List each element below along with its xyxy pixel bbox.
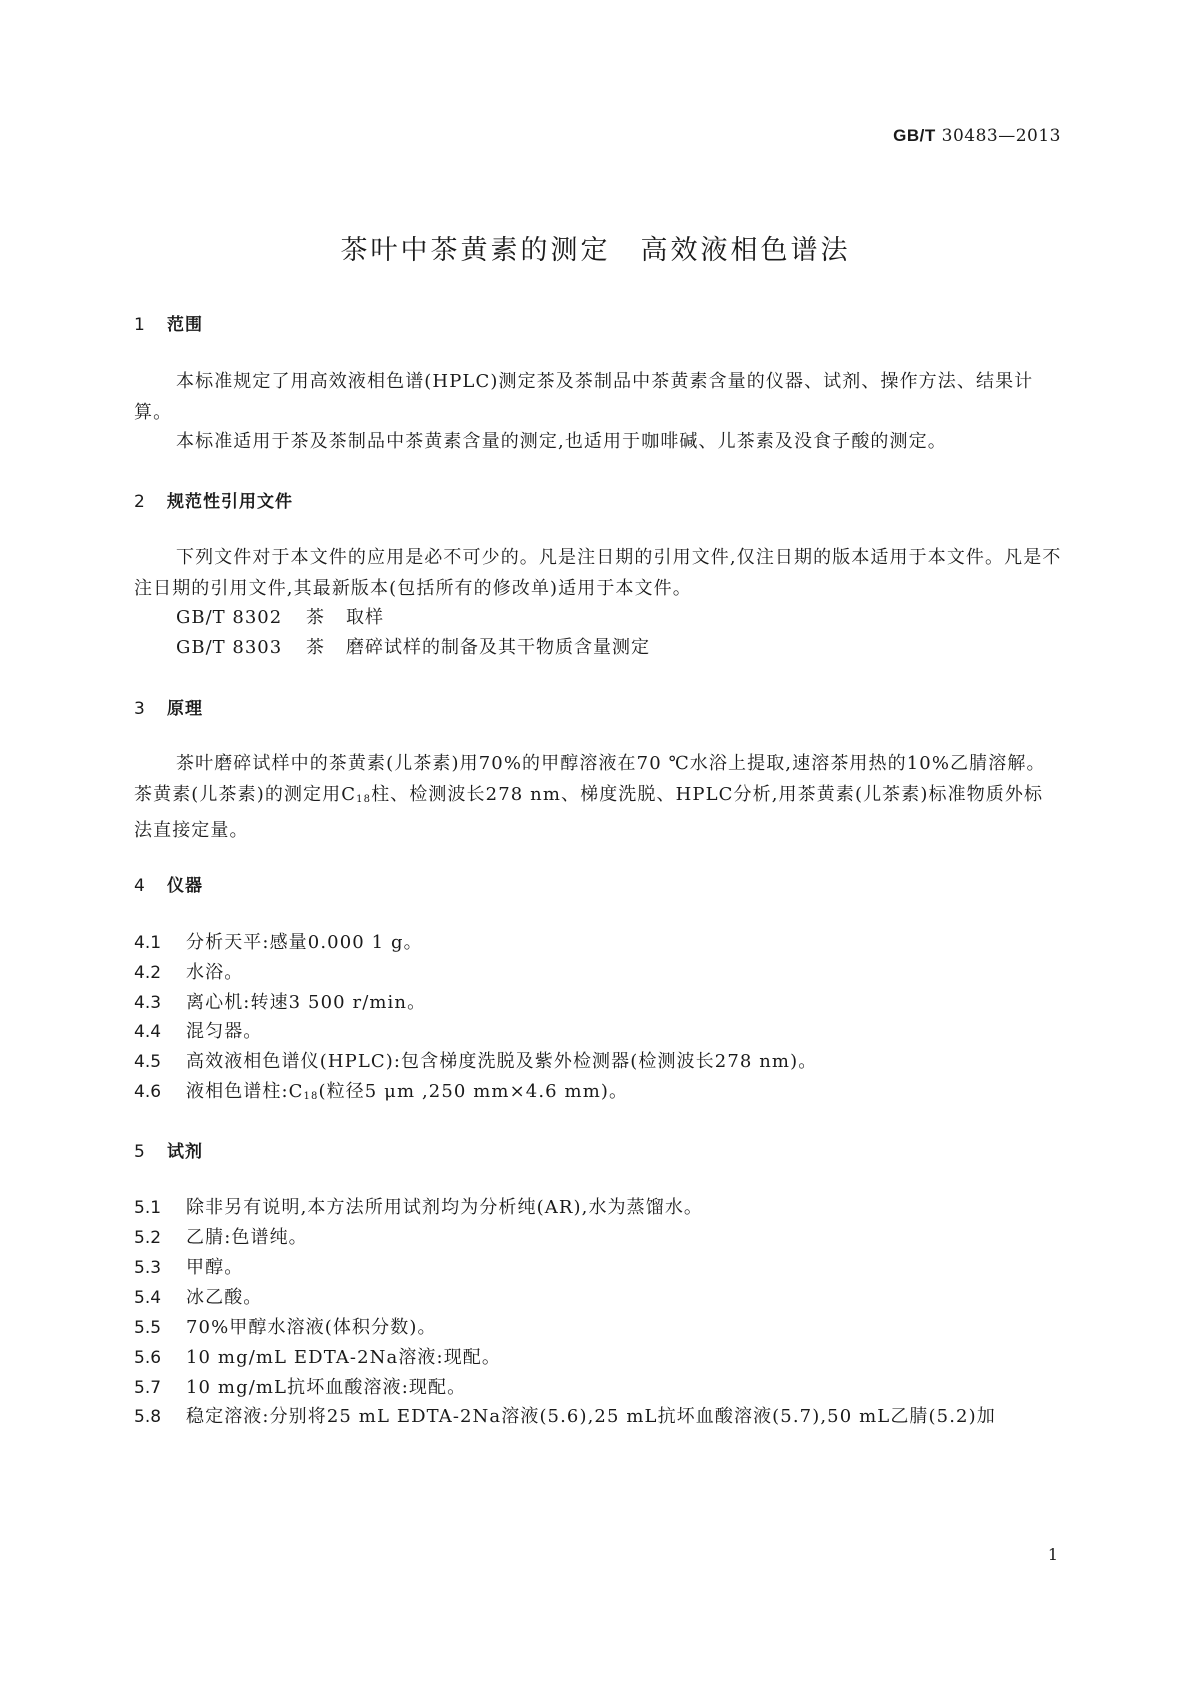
- section-heading-apparatus: [134, 871, 203, 896]
- item-number: 4.6: [134, 1082, 162, 1102]
- item-text: 冰乙酸。: [186, 1287, 263, 1308]
- section-title: 试剂: [167, 1142, 203, 1162]
- principle-paragraph: [134, 748, 1062, 846]
- page-number: 1: [1047, 1545, 1058, 1564]
- section-title: 范围: [167, 315, 203, 335]
- item-number: 5.2: [134, 1228, 162, 1248]
- reference-code: GB/T 8302: [176, 607, 283, 628]
- item-number: 5.4: [134, 1288, 162, 1308]
- standard-code: [893, 126, 1061, 146]
- title-part-2: 高效液相色谱法: [640, 235, 851, 266]
- item-text: 甲醇。: [186, 1257, 244, 1278]
- section-heading-scope: [134, 310, 203, 335]
- reference-subtitle: 磨碎试样的制备及其干物质含量测定: [346, 637, 650, 658]
- item-text: 10 mg/mL EDTA-2Na溶液:现配。: [186, 1347, 501, 1368]
- principle-text-a: 茶叶磨碎试样中的茶黄素(儿茶素)用70%的甲醇溶液在70 ℃水浴上提取,速溶茶用热的10%乙腈溶解。茶黄素(儿茶素)的测定用C: [134, 753, 1046, 805]
- reference-topic: 茶: [306, 637, 325, 658]
- item-text: 稳定溶液:分别将25 mL EDTA-2Na溶液(5.6),25 mL抗坏血酸溶液(5.7),50 mL乙腈(5.2)加: [186, 1406, 996, 1427]
- item-text: 高效液相色谱仪(HPLC):包含梯度洗脱及紫外检测器(检测波长278 nm)。: [186, 1051, 818, 1072]
- item-text-b: (粒径5 μm ,250 mm×4.6 mm)。: [318, 1081, 629, 1102]
- document-title: [0, 228, 1191, 267]
- title-part-1: 茶叶中茶黄素的测定: [340, 235, 611, 266]
- apparatus-item: [134, 1077, 1064, 1103]
- item-text: 70%甲醇水溶液(体积分数)。: [186, 1317, 437, 1338]
- item-number: 5.7: [134, 1378, 162, 1398]
- item-number: 5.6: [134, 1348, 162, 1368]
- apparatus-item: [134, 988, 1064, 1014]
- reagent-item: [134, 1283, 1064, 1309]
- standard-number: 30483—2013: [941, 126, 1061, 146]
- item-number: 4.5: [134, 1052, 162, 1072]
- section-heading-normative-references: [134, 487, 293, 512]
- item-number: 5.3: [134, 1258, 162, 1278]
- reference-item: [176, 603, 384, 629]
- item-number: 4.4: [134, 1022, 162, 1042]
- reagent-item: [134, 1313, 1064, 1339]
- item-number: 5.1: [134, 1198, 162, 1218]
- standard-prefix: GB/T: [893, 126, 936, 145]
- section-title: 原理: [167, 699, 203, 719]
- subscript: 18: [303, 1091, 319, 1102]
- reagent-item: [134, 1402, 1064, 1428]
- item-text: 水浴。: [186, 962, 244, 983]
- reagent-item: [134, 1373, 1064, 1399]
- item-text: 混匀器。: [186, 1021, 263, 1042]
- section-number: 3: [134, 699, 146, 719]
- reagent-item: [134, 1343, 1064, 1369]
- subscript: 18: [356, 794, 372, 805]
- section-title: 规范性引用文件: [167, 492, 293, 512]
- scope-paragraph-1: 本标准规定了用高效液相色谱(HPLC)测定茶及茶制品中茶黄素含量的仪器、试剂、操作方法、结果计算。: [134, 371, 1034, 423]
- reagent-item: [134, 1253, 1064, 1279]
- scope-paragraph-2: 本标准适用于茶及茶制品中茶黄素含量的测定,也适用于咖啡碱、儿茶素及没食子酸的测定。: [176, 431, 947, 452]
- apparatus-item: [134, 928, 1064, 954]
- item-text: 分析天平:感量0.000 1 g。: [186, 932, 423, 953]
- section-number: 2: [134, 492, 146, 512]
- reference-code: GB/T 8303: [176, 637, 283, 658]
- apparatus-item: [134, 1047, 1064, 1073]
- references-paragraph: 下列文件对于本文件的应用是必不可少的。凡是注日期的引用文件,仅注日期的版本适用于本文件。凡是不注日期的引用文件,其最新版本(包括所有的修改单)适用于本文件。: [134, 547, 1062, 599]
- item-text-a: 液相色谱柱:C: [186, 1081, 304, 1102]
- item-number: 4.2: [134, 963, 162, 983]
- item-text: 乙腈:色谱纯。: [186, 1227, 308, 1248]
- section-number: 5: [134, 1142, 146, 1162]
- reagent-item: [134, 1223, 1064, 1249]
- item-text: 10 mg/mL抗坏血酸溶液:现配。: [186, 1377, 467, 1398]
- section-number: 4: [134, 876, 146, 896]
- reference-subtitle: 取样: [346, 607, 384, 628]
- apparatus-item: [134, 958, 1064, 984]
- section-heading-principle: [134, 694, 203, 719]
- section-heading-reagents: [134, 1137, 203, 1162]
- section-title: 仪器: [167, 876, 203, 896]
- section-number: 1: [134, 315, 146, 335]
- principle-text-b: 柱、检测波长278 nm、梯度洗脱、HPLC分析,用茶黄素(儿茶素)标准物质外标法直接定量。: [134, 784, 1044, 841]
- reference-topic: 茶: [306, 607, 325, 628]
- item-number: 5.5: [134, 1318, 162, 1338]
- reference-item: [176, 633, 650, 659]
- item-number: 4.1: [134, 933, 162, 953]
- item-number: 5.8: [134, 1407, 162, 1427]
- reagent-item: [134, 1193, 1064, 1219]
- item-number: 4.3: [134, 993, 162, 1013]
- apparatus-item: [134, 1017, 1064, 1043]
- item-text: 离心机:转速3 500 r/min。: [186, 992, 427, 1013]
- item-text: 除非另有说明,本方法所用试剂均为分析纯(AR),水为蒸馏水。: [186, 1197, 704, 1218]
